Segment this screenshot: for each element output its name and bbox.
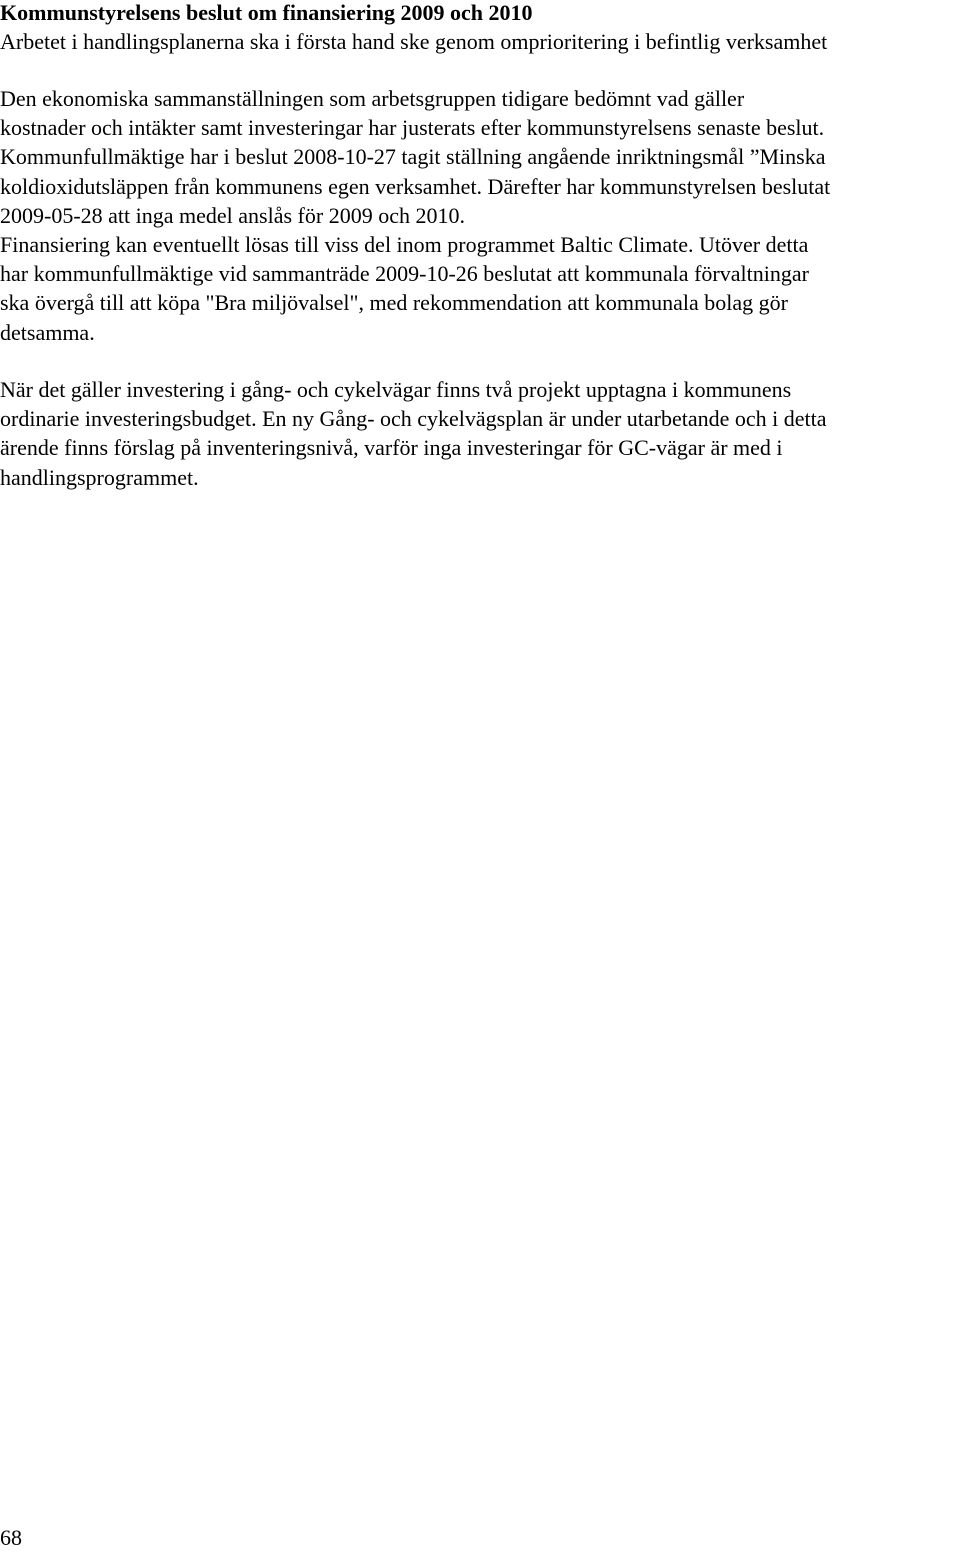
paragraph-line: 2009-05-28 att inga medel anslås för 2009 och 2010. <box>0 202 465 228</box>
section-heading: Kommunstyrelsens beslut om finansiering 2009 och 2010 <box>0 0 533 25</box>
paragraph-line: koldioxidutsläppen från kommunens egen verksamhet. Därefter har kommunstyrelsen beslutat <box>0 173 831 199</box>
paragraph-cycle-paths <box>0 375 960 492</box>
paragraph-line: detsamma. <box>0 319 95 345</box>
paragraph-line: kostnader och intäkter samt investeringar har justerats efter kommunstyrelsens senaste beslut. <box>0 115 825 141</box>
paragraph-line: ska övergå till att köpa "Bra miljövalsel", med rekommendation att kommunala bolag gör <box>0 290 788 316</box>
page-number: 68 <box>0 1525 22 1550</box>
paragraph-line: När det gäller investering i gång- och cykelvägar finns två projekt upptagna i kommunens <box>0 377 792 402</box>
paragraph-line: Kommunfullmäktige har i beslut 2008-10-27 tagit ställning angående inriktningsmål ”Minska <box>0 144 826 170</box>
paragraph-line: ordinarie investeringsbudget. En ny Gång- och cykelvägsplan är under utarbetande och i detta <box>0 406 827 432</box>
paragraph-line: har kommunfullmäktige vid sammanträde 2009-10-26 beslutat att kommunala förvaltningar <box>0 261 809 287</box>
section-subheading: Arbetet i handlingsplanerna ska i första hand ske genom omprioritering i befintlig verksamhet <box>0 29 828 54</box>
paragraph-line: Den ekonomiska sammanställningen som arbetsgruppen tidigare bedömnt vad gäller <box>0 86 745 111</box>
paragraph-financing <box>0 84 960 347</box>
paragraph-line: ärende finns förslag på inventeringsnivå, varför inga investeringar för GC-vägar är med i <box>0 435 783 461</box>
paragraph-line: handlingsprogrammet. <box>0 464 199 490</box>
paragraph-line: Finansiering kan eventuellt lösas till viss del inom programmet Baltic Climate. Utöver detta <box>0 232 809 258</box>
